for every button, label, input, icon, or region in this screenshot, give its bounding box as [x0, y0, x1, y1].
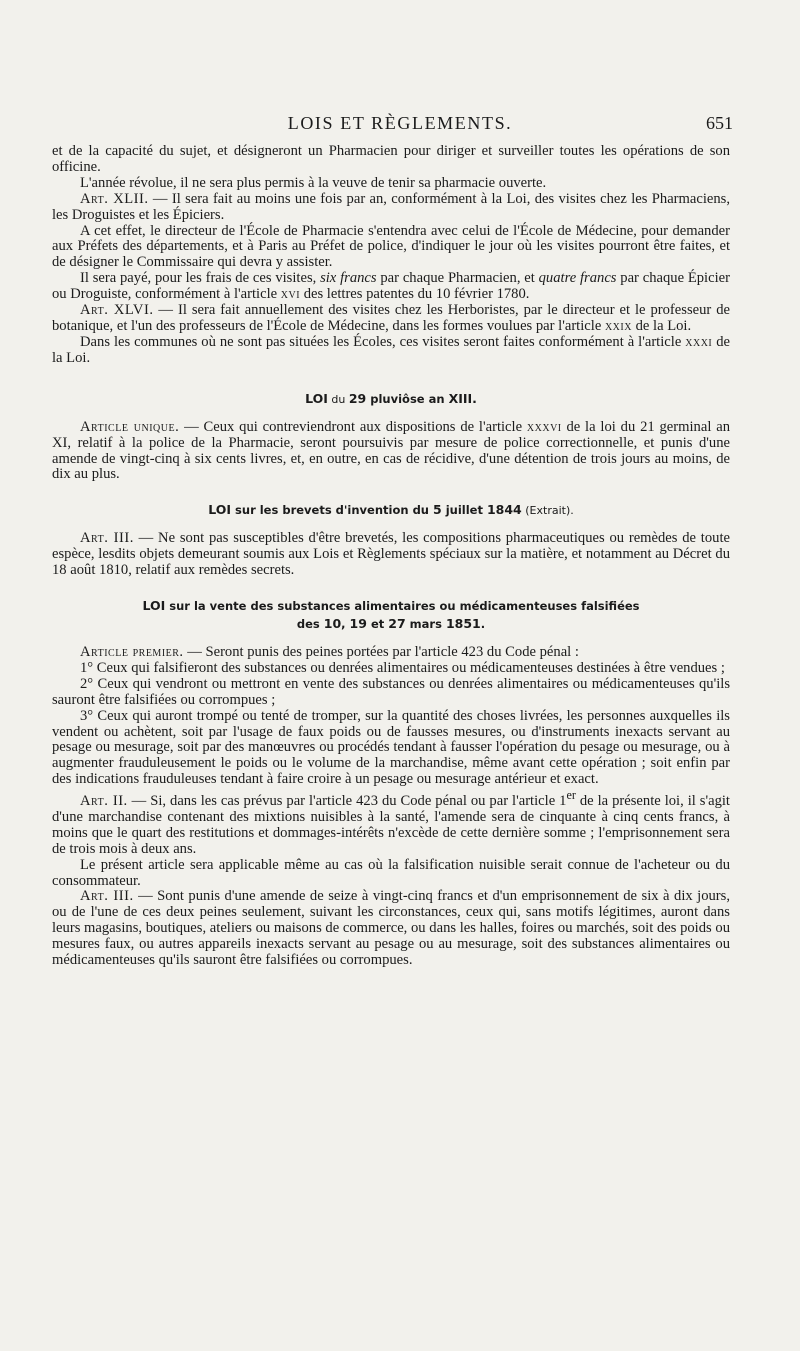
- emphasis: quatre francs: [538, 270, 617, 287]
- article-label: Art. II.: [80, 793, 128, 810]
- page-body: [52, 144, 730, 969]
- paragraph: Dans les communes où ne sont pas situées les Écoles, ces visites seront faites conformément à l'article xxxi de la Loi.: [52, 333, 730, 366]
- section-heading: LOI sur la vente des substances alimentaires ou médicamenteuses falsifiées des 10, 19 et 27 mars 1851.: [142, 598, 640, 632]
- list-item: 2° Ceux qui vendront ou mettront en vente des substances ou denrées alimentaires ou médicamenteuses qu'ils sauront être falsifiées ou corrompues ;: [52, 675, 730, 708]
- article-paragraph: Article premier. — Seront punis des peines portées par l'article 423 du Code pénal :: [80, 644, 579, 661]
- article-paragraph: Article unique. — Ceux qui contreviendront aux dispositions de l'article xxxvi de la loi du 21 germinal an XI, relatif à la police de la Pharmacie, seront poursuivis par mesure de police correctionnelle, et punis d'une amende de vingt-cinq à six cents livres, et, en outre, en cas de récidive, d'une détention de trois jours au moins, de dix au plus.: [52, 418, 730, 483]
- article-label: Article unique.: [80, 418, 180, 435]
- article-paragraph: Art. XLII. — Il sera fait au moins une fois par an, conformément à la Loi, des visites chez les Pharmaciens, les Droguistes et les Épiciers.: [52, 190, 730, 223]
- article-paragraph: Art. II. — Si, dans les cas prévus par l'article 423 du Code pénal ou par l'article 1er de la présente loi, il s'agit d'une marchandise contenant des mixtions nuisibles à la santé, l'amende sera de cinquante à cinq cents francs, à moins que le quart des restitutions et dommages-intérêts n'excède de cette dernière somme ; l'emprisonnement sera de trois mois à deux ans.: [52, 788, 730, 857]
- article-paragraph: Art. XLVI. — Il sera fait annuellement des visites chez les Herboristes, par le directeur et le professeur de botanique, et l'un des professeurs de l'École de Médecine, dans les formes voulues par l'article xxix de la Loi.: [52, 302, 730, 334]
- paragraph: et de la capacité du sujet, et désigneront un Pharmacien pour diriger et surveiller toutes les opérations de son officine.: [52, 143, 730, 175]
- article-label: Art. XLII.: [80, 190, 149, 207]
- running-title: LOIS ET RÈGLEMENTS.: [287, 113, 513, 133]
- article-label: Article premier.: [80, 644, 184, 661]
- paragraph: A cet effet, le directeur de l'École de Pharmacie s'entendra avec celui de l'École de Médecine, pour demander aux Préfets des départements, et à Paris au Préfet de police, d'indiquer le jour où les visites pourront être faites, et de désigner le Commissaire qui devra y assister.: [52, 222, 730, 271]
- list-item: 1° Ceux qui falsifieront des substances ou denrées alimentaires ou médicamenteuses destinées à être vendues ;: [80, 659, 725, 676]
- article-paragraph: Art. III. — Ne sont pas susceptibles d'être brevetés, les compositions pharmaceutiques ou remèdes de toute espèce, lesdits objets demeurant soumis aux Lois et Règlements spéciaux sur la matière, et notamment au Décret du 18 août 1810, relatif aux remèdes secrets.: [52, 530, 730, 579]
- running-head: [0, 113, 800, 137]
- article-label: Art. III.: [80, 888, 134, 905]
- paragraph: Le présent article sera applicable même au cas où la falsification nuisible serait connue de l'acheteur ou du consommateur.: [52, 856, 730, 889]
- paragraph: Il sera payé, pour les frais de ces visites, six francs par chaque Pharmacien, et quatre francs par chaque Épicier ou Droguiste, conformément à l'article xvi des lettres patentes du 10 février 1780.: [52, 270, 730, 303]
- paragraph: L'année révolue, il ne sera plus permis à la veuve de tenir sa pharmacie ouverte.: [80, 174, 547, 191]
- section-heading: LOI sur les brevets d'invention du 5 juillet 1844 (Extrait).: [208, 502, 574, 518]
- page-number: 651: [706, 113, 733, 133]
- list-item: 3° Ceux qui auront trompé ou tenté de tromper, sur la quantité des choses livrées, les personnes auxquelles ils vendent ou achètent, soit par l'usage de faux poids ou de fausses mesures, ou d'instruments inexacts servant au pesage ou mesurage, soit par des manœuvres ou procédés tendant à fausser l'opération du pesage ou mesurage, ou à augmenter frauduleusement le poids ou le volume de la marchandise, même avant cette opération ; soit enfin par des indications frauduleuses tendant à faire croire à un pesage ou mesurage antérieur et exact.: [52, 707, 730, 788]
- article-label: Art. III.: [80, 530, 134, 547]
- section-heading: LOI du 29 pluviôse an XIII.: [305, 390, 477, 406]
- article-paragraph: Art. III. — Sont punis d'une amende de seize à vingt-cinq francs et d'un emprisonnement de six à dix jours, ou de l'une de ces deux peines seulement, suivant les circonstances, ceux qui, sans motifs légitimes, auront dans leurs magasins, boutiques, ateliers ou maisons de commerce, ou dans les halles, foires ou marchés, soit des poids ou mesures faux, ou autres appareils inexacts servant au pesage ou au mesurage, soit des substances alimentaires ou médicamenteuses qu'ils sauront être falsifiées ou corrompues.: [52, 888, 730, 969]
- emphasis: six francs: [320, 270, 377, 287]
- article-label: Art. XLVI.: [80, 302, 154, 319]
